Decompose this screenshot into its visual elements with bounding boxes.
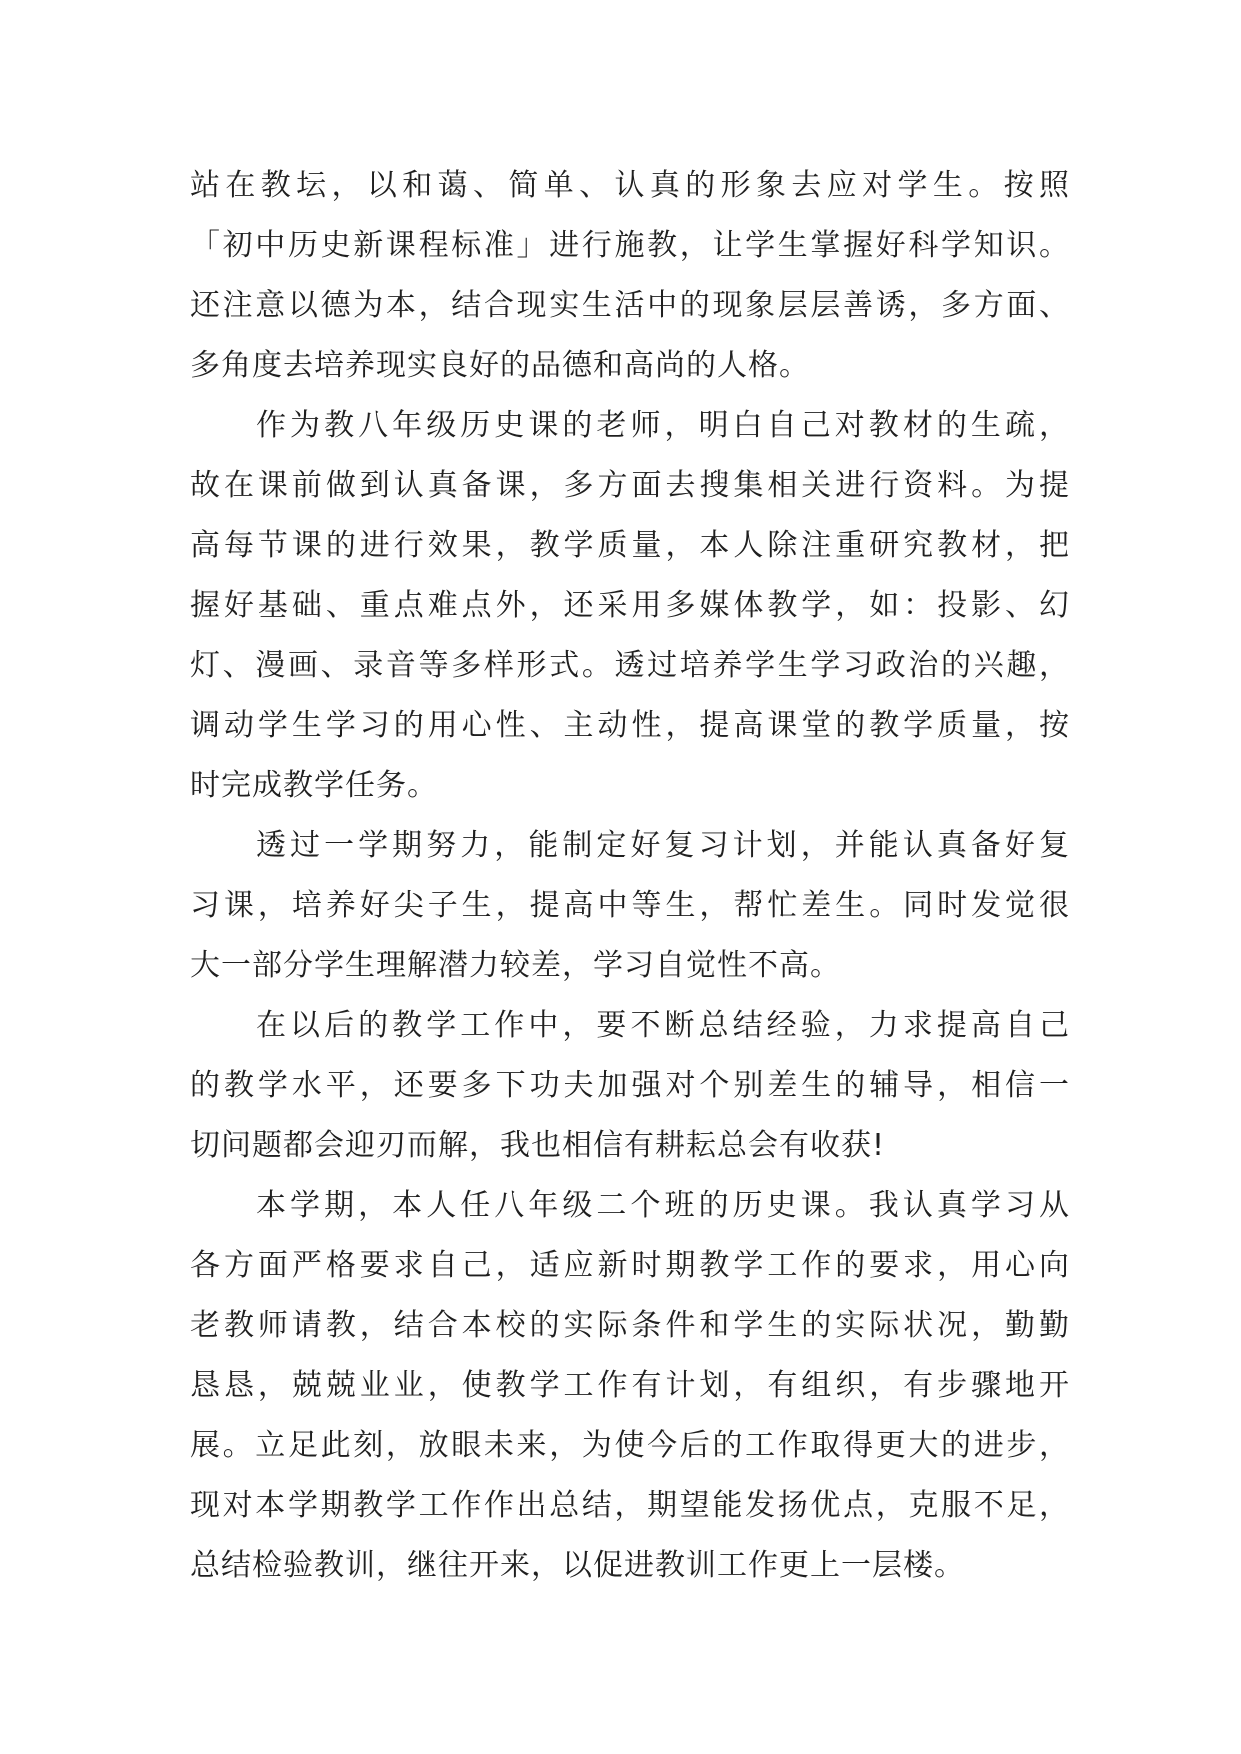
document-body: [190, 156, 1070, 1596]
text-line: 展。立足此刻，放眼未来，为使今后的工作取得更大的进步，: [190, 1428, 1070, 1463]
text-line: 灯、漫画、录音等多样形式。透过培养学生学习政治的兴趣，: [190, 648, 1070, 683]
paragraph: [190, 816, 1070, 996]
text-line: 大一部分学生理解潜力较差，学习自觉性不高。: [190, 948, 841, 983]
paragraph: [190, 1176, 1070, 1596]
text-line: 高每节课的进行效果，教学质量，本人除注重研究教材，把: [190, 528, 1070, 563]
text-line: 作为教八年级历史课的老师，明白自己对教材的生疏，: [256, 408, 1070, 443]
text-line: 现对本学期教学工作作出总结，期望能发扬优点，克服不足，: [190, 1488, 1070, 1523]
text-line: 习课，培养好尖子生，提高中等生，帮忙差生。同时发觉很: [190, 888, 1070, 923]
text-line: 故在课前做到认真备课，多方面去搜集相关进行资料。为提: [190, 468, 1070, 503]
text-line: 各方面严格要求自己，适应新时期教学工作的要求，用心向: [190, 1248, 1070, 1283]
text-line: 时完成教学任务。: [190, 768, 438, 803]
text-line: 恳恳，兢兢业业，使教学工作有计划，有组织，有步骤地开: [190, 1368, 1070, 1403]
text-line: 的教学水平，还要多下功夫加强对个别差生的辅导，相信一: [190, 1068, 1070, 1103]
text-line: 多角度去培养现实良好的品德和高尚的人格。: [190, 348, 810, 383]
text-line: 在以后的教学工作中，要不断总结经验，力求提高自己: [256, 1008, 1070, 1043]
text-line: 握好基础、重点难点外，还采用多媒体教学，如：投影、幻: [190, 588, 1070, 623]
text-line: 总结检验教训，继往开来，以促进教训工作更上一层楼。: [190, 1548, 965, 1583]
text-line: 站在教坛，以和蔼、简单、认真的形象去应对学生。按照: [190, 168, 1070, 203]
text-line: 「初中历史新课程标准」进行施教，让学生掌握好科学知识。: [190, 228, 1070, 263]
text-line: 老教师请教，结合本校的实际条件和学生的实际状况，勤勤: [190, 1308, 1070, 1343]
text-line: 调动学生学习的用心性、主动性，提高课堂的教学质量，按: [190, 708, 1070, 743]
text-line: 切问题都会迎刃而解，我也相信有耕耘总会有收获!: [190, 1128, 886, 1163]
text-line: 透过一学期努力，能制定好复习计划，并能认真备好复: [256, 828, 1070, 863]
paragraph: [190, 396, 1070, 816]
text-line: 本学期，本人任八年级二个班的历史课。我认真学习从: [256, 1188, 1070, 1223]
text-line: 还注意以德为本，结合现实生活中的现象层层善诱，多方面、: [190, 288, 1070, 323]
paragraph: [190, 996, 1070, 1176]
paragraph: [190, 156, 1070, 396]
